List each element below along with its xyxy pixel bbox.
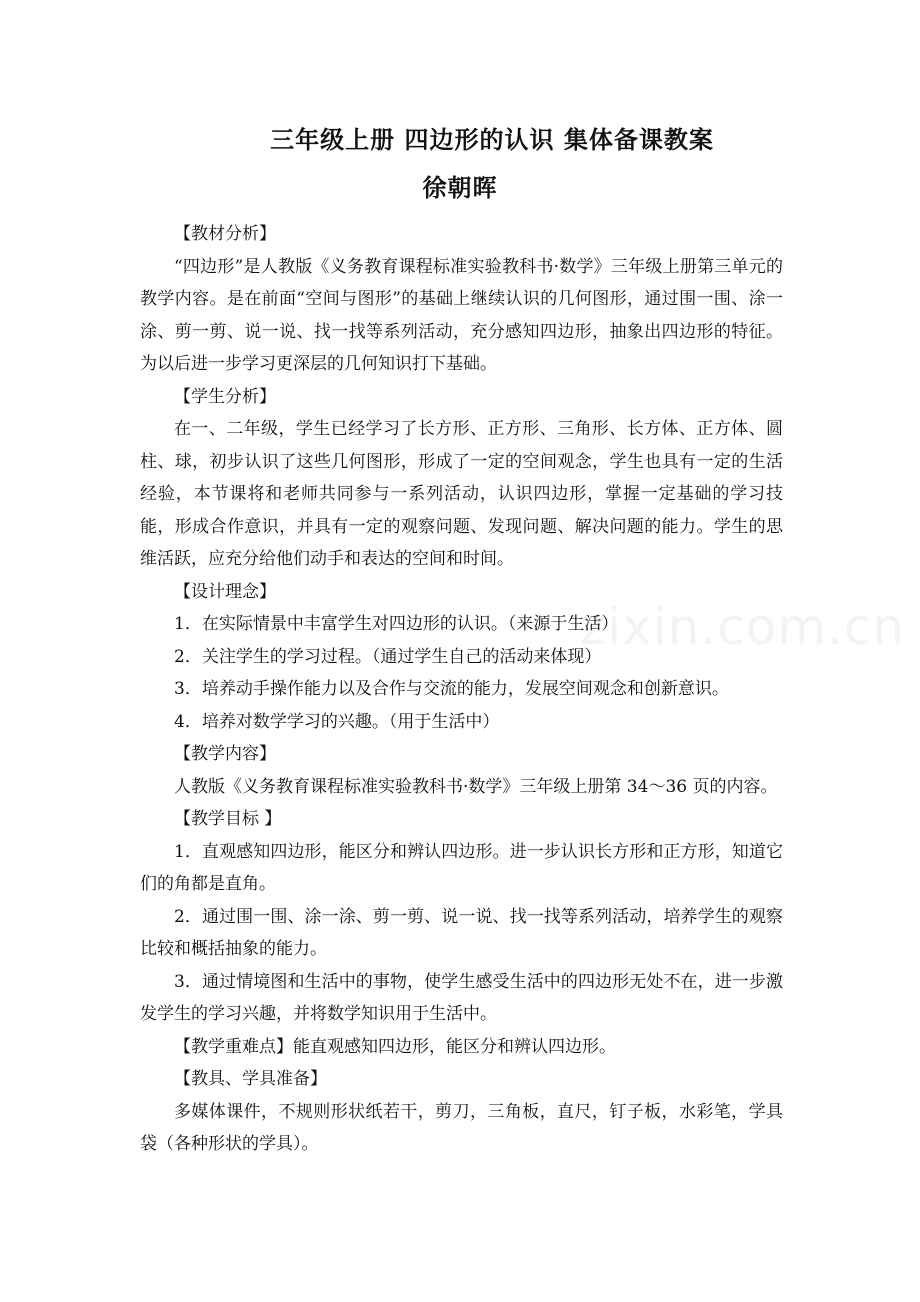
goals-item: 2．通过围一围、涂一涂、剪一剪、说一说、找一找等系列活动，培养学生的观察比较和概括抽象的能力。	[140, 906, 783, 959]
materials-heading: 【教材分析】	[174, 224, 276, 244]
author-name: 徐朝晖	[422, 174, 498, 202]
goals-heading: 【教学目标 】	[174, 809, 282, 829]
tools-heading: 【教具、学具准备】	[174, 1069, 327, 1089]
key-points-heading: 【教学重难点】	[174, 1036, 293, 1057]
design-item: 4．培养对数学学习的兴趣。（用于生活中）	[174, 711, 500, 732]
content-heading: 【教学内容】	[174, 744, 276, 764]
design-item: 1．在实际情景中丰富学生对四边形的认识。（来源于生活）	[174, 614, 619, 634]
key-points-line	[140, 1031, 783, 1064]
design-heading: 【设计理念】	[174, 581, 276, 602]
content-paragraph: 人教版《义务教育课程标准实验教科书·数学》三年级上册第 34～36 页的内容。	[174, 776, 778, 797]
document-body	[140, 218, 783, 1161]
goals-item: 3．通过情境图和生活中的事物，使学生感受生活中的四边形无处不在，进一步激发学生的学习兴趣，并将数学知识用于生活中。	[140, 971, 783, 1024]
materials-paragraph: “四边形”是人教版《义务教育课程标准实验教科书·数学》三年级上册第三单元的教学内容。是在前面“空间与图形”的基础上继续认识的几何图形，通过围一围、涂一涂、剪一剪、说一说、找一找等系列活动，充分感知四边形，抽象出四边形的特征。为以后进一步学习更深层的几何知识打下基础。	[140, 256, 783, 374]
document-title: 三年级上册 四边形的认识 集体备课教案	[270, 126, 714, 154]
tools-paragraph: 多媒体课件，不规则形状纸若干，剪刀，三角板，直尺，钉子板，水彩笔，学具袋（各种形状的学具）。	[140, 1101, 783, 1154]
goals-item: 1．直观感知四边形，能区分和辨认四边形。进一步认识长方形和正方形，知道它们的角都是直角。	[140, 841, 783, 894]
students-paragraph: 在一、二年级，学生已经学习了长方形、正方形、三角形、长方体、正方体、圆柱、球，初步认识了这些几何图形，形成了一定的空间观念，学生也具有一定的生活经验，本节课将和老师共同参与一系列活动，认识四边形，掌握一定基础的学习技能，形成合作意识，并具有一定的观察问题、发现问题、解决问题的能力。学生的思维活跃，应充分给他们动手和表达的空间和时间。	[140, 419, 783, 569]
key-points-text: 能直观感知四边形，能区分和辨认四边形。	[293, 1036, 616, 1057]
students-heading: 【学生分析】	[174, 386, 276, 407]
design-item: 2．关注学生的学习过程。（通过学生自己的活动来体现）	[174, 646, 602, 667]
design-item: 3．培养动手操作能力以及合作与交流的能力，发展空间观念和创新意识。	[174, 679, 729, 699]
watermark: zixin.com.cn	[580, 598, 906, 656]
